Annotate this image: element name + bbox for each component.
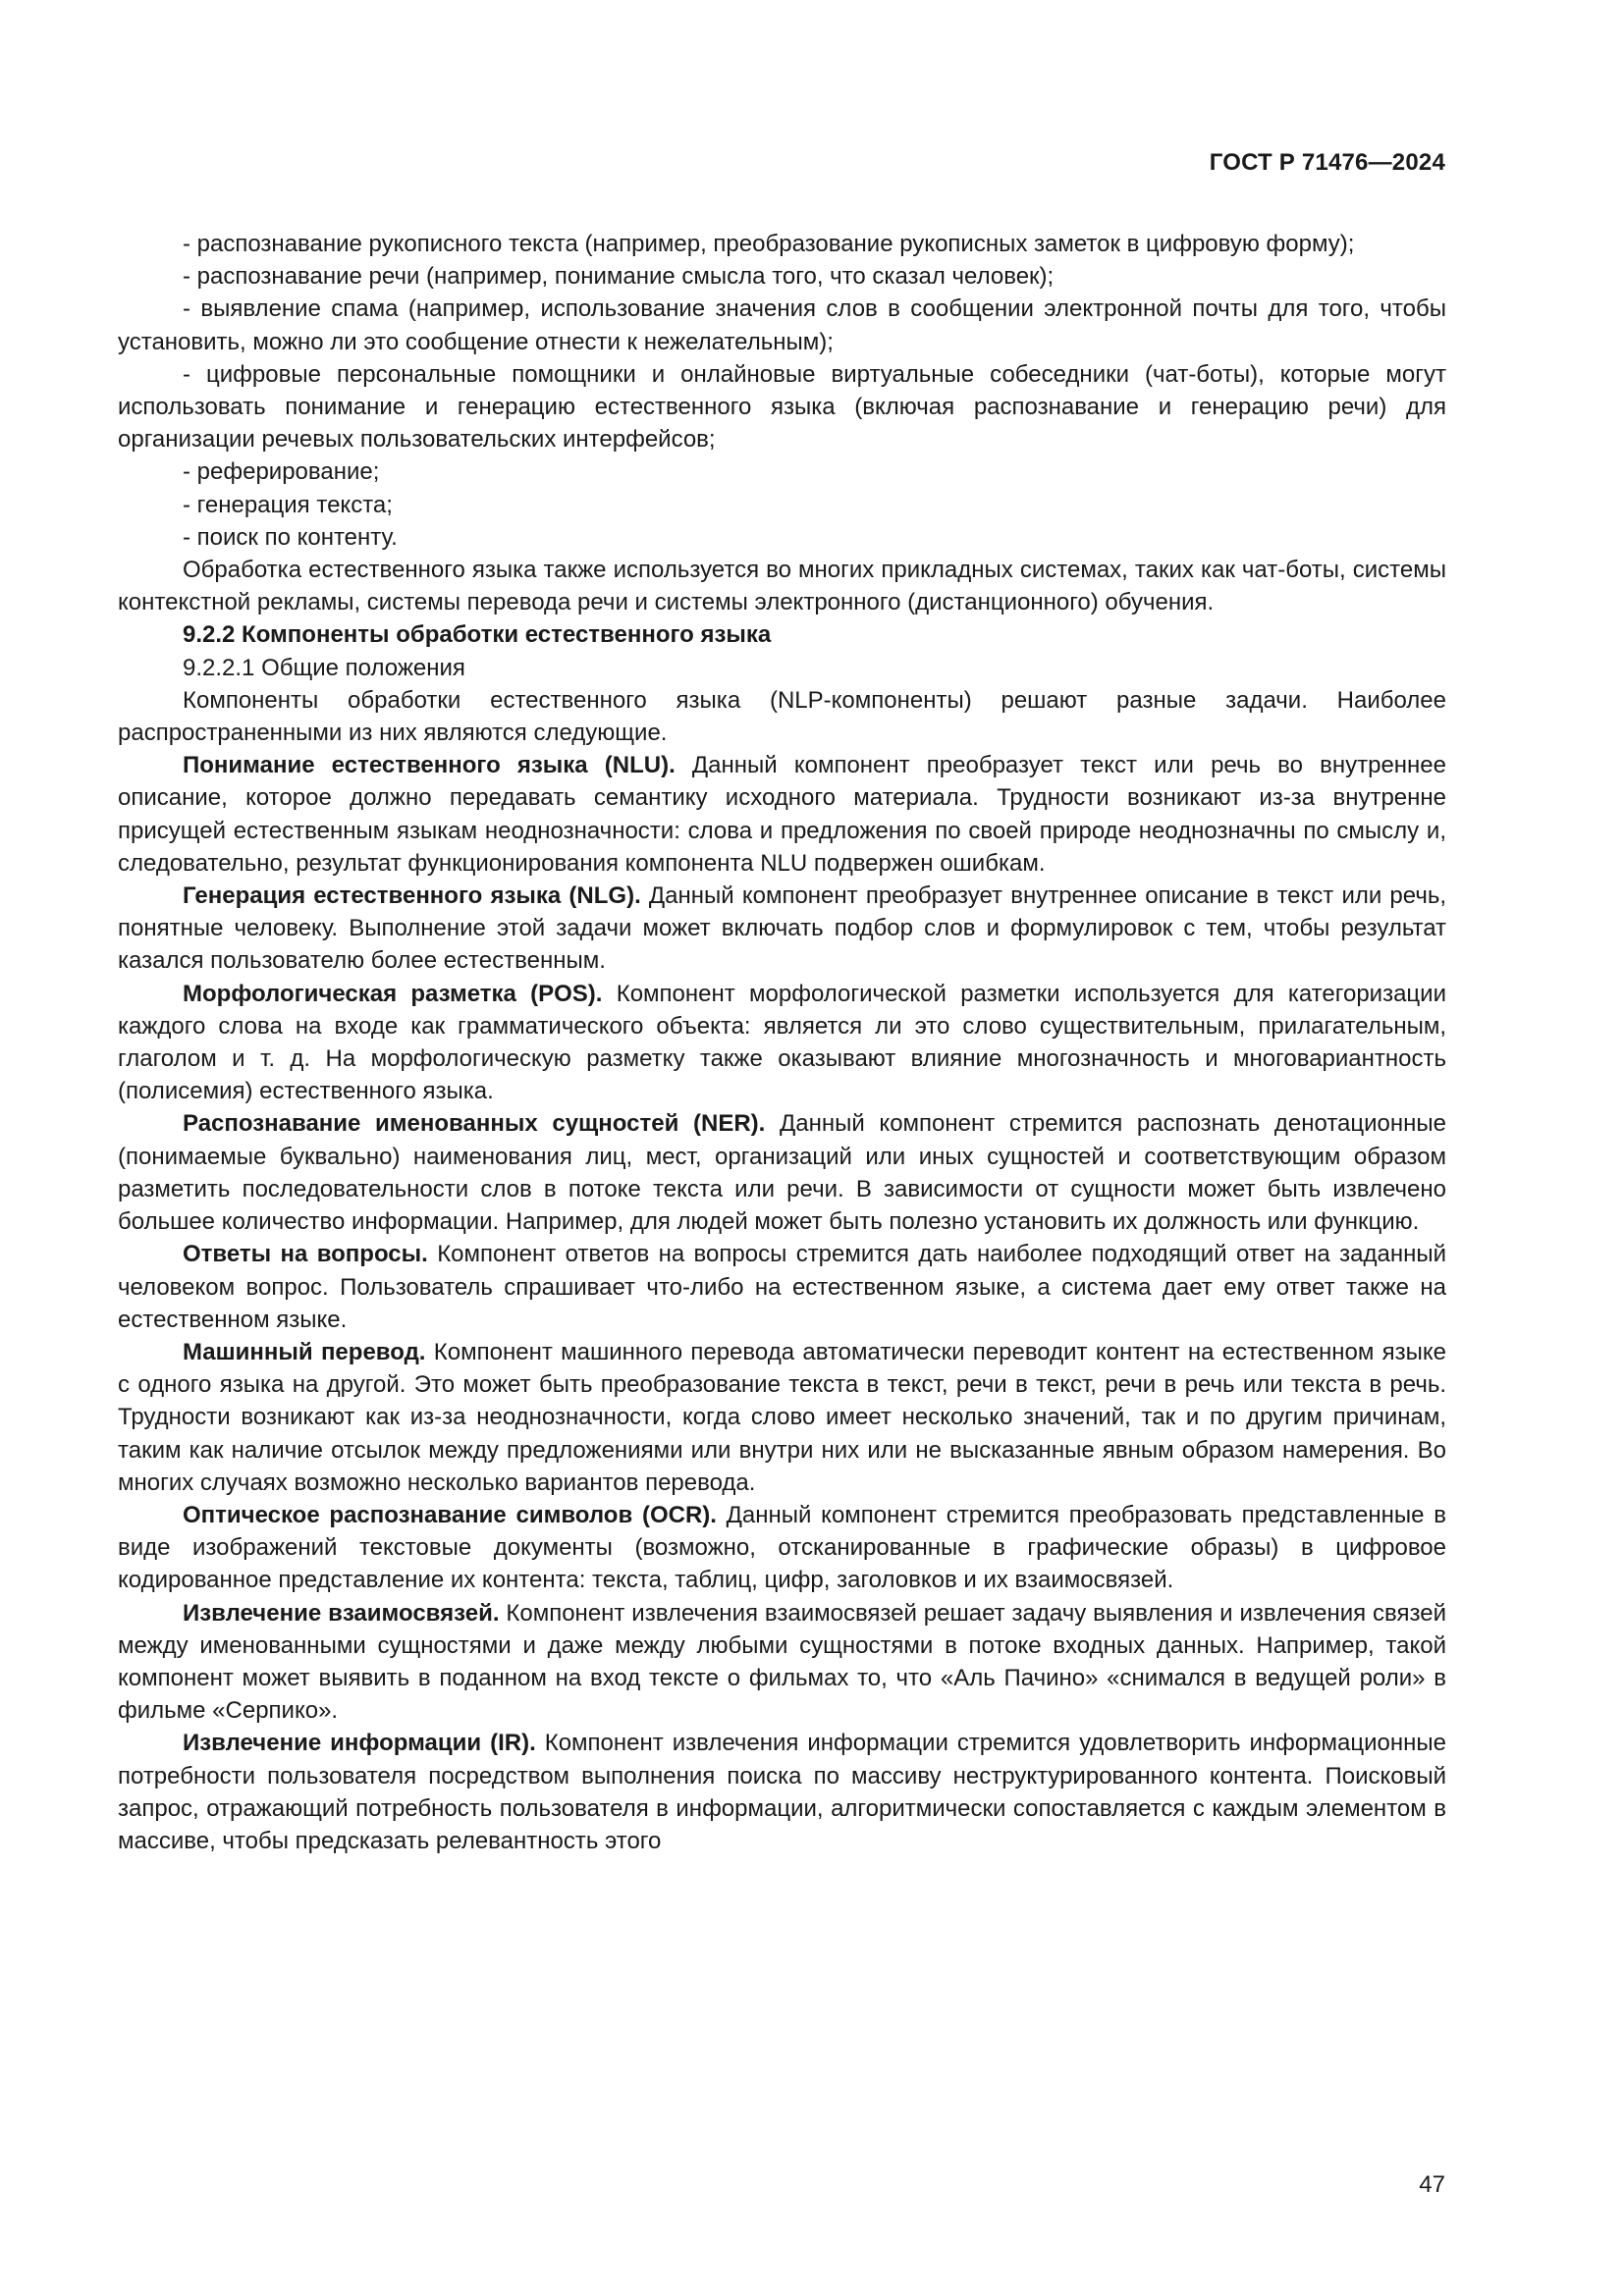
paragraph-text: Компонент машинного перевода автоматически переводит контент на естественном языке с одного языка на другой. Это может быть преобразование текста в текст, речи в текст, речи в речь или текста в речь. Трудности возникают как из-за неоднозначности, когда слово имеет несколько значений, так и по другим причинам, таким как наличие отсылок между предложениями или внутри них или не высказанные явным образом намерения. Во многих случаях возможно несколько вариантов перевода. [118, 1338, 1446, 1496]
section-heading [118, 618, 1446, 651]
paragraph-heading: Извлечение информации (IR). [183, 1730, 536, 1757]
paragraph-text: - реферирование; [183, 458, 380, 486]
paragraph [118, 1499, 1446, 1597]
document-code: ГОСТ Р 71476—2024 [1209, 149, 1445, 176]
page-number: 47 [1419, 2171, 1445, 2198]
paragraph-text: - выявление спама (например, использование значения слов в сообщении электронной почты для того, чтобы установить, можно ли это сообщение отнести к нежелательным); [118, 295, 1446, 355]
paragraph-text: - генерация текста; [183, 491, 393, 518]
paragraph-text: Компоненты обработки естественного языка (NLP-компоненты) решают разные задачи. Наиболее распространенными из них являются следующие. [118, 686, 1446, 747]
paragraph-text: Компонент ответов на вопросы стремится дать наиболее подходящий ответ на заданный человеком вопрос. Пользователь спрашивает что-либо на естественном языке, а система дает ему ответ также на естественном языке. [118, 1241, 1446, 1333]
paragraph [118, 293, 1446, 357]
paragraph [118, 1727, 1446, 1857]
paragraph [118, 489, 1446, 521]
paragraph-text: 9.2.2.1 Общие положения [183, 654, 465, 681]
paragraph [118, 684, 1446, 749]
paragraph-text: - распознавание речи (например, понимание смысла того, что сказал человек); [183, 263, 1055, 291]
paragraph [118, 880, 1446, 978]
paragraph [118, 554, 1446, 618]
body-text [118, 228, 1446, 1857]
paragraph-text: Компонент извлечения информации стремится удовлетворить информационные потребности пользователя посредством выполнения поиска по массиву неструктурированного контента. Поисковый запрос, отражающий потребность пользователя в информации, алгоритмически сопоставляется с каждым элементом в массиве, чтобы предсказать релевантность этого [118, 1730, 1446, 1854]
paragraph-text: - поиск по контенту. [183, 523, 398, 551]
paragraph-heading: Машинный перевод. [183, 1338, 426, 1365]
paragraph-heading: Морфологическая разметка (POS). [183, 980, 603, 1007]
paragraph-text: Компонент морфологической разметки используется для категоризации каждого слова на входе как грамматического объекта: является ли это слово существительным, прилагательным, глаголом и т. д. На морфологическую разметку также оказывают влияние многозначность и многовариантность (полисемия) естественного языка. [118, 980, 1446, 1105]
paragraph-text: - распознавание рукописного текста (например, преобразование рукописных заметок в цифровую форму); [183, 231, 1355, 257]
paragraph-text: - цифровые персональные помощники и онлайновые виртуальные собеседники (чат-боты), которые могут использовать понимание и генерацию естественного языка (включая распознавание и генерацию речи) для организации речевых пользовательских интерфейсов; [118, 360, 1446, 454]
paragraph [118, 978, 1446, 1108]
paragraph [118, 455, 1446, 488]
paragraph [118, 358, 1446, 456]
paragraph-text: Компонент извлечения взаимосвязей решает задачу выявления и извлечения связей между именованными сущностями и даже между любыми сущностями в потоке входных данных. Например, такой компонент может выявить в поданном на вход тексте о фильмах то, что «Аль Пачино» «снимался в ведущей роли» в фильме «Серпико». [118, 1599, 1447, 1725]
paragraph-heading: 9.2.2 Компоненты обработки естественного языка [183, 621, 772, 649]
paragraph-heading: Ответы на вопросы. [183, 1241, 428, 1268]
paragraph-text: Данный компонент стремится преобразовать представленные в виде изображений текстовые документы (возможно, отсканированные в графические образы) в цифровое кодированное представление их контента: текста, таблиц, цифр, заголовков и их взаимосвязей. [118, 1501, 1446, 1594]
paragraph [118, 1597, 1446, 1728]
paragraph-text: Обработка естественного языка также используется во многих прикладных системах, таких как чат-боты, системы контекстной рекламы, системы перевода речи и системы электронного (дистанционного) обучения. [118, 557, 1446, 616]
paragraph-text: Данный компонент преобразует внутреннее описание в текст или речь, понятные человеку. Выполнение этой задачи может включать подбор слов и формулировок с тем, чтобы результат казался пользователю более естественным. [118, 882, 1447, 975]
paragraph-heading: Распознавание именованных сущностей (NER). [183, 1110, 766, 1138]
paragraph [118, 1336, 1446, 1499]
paragraph [118, 521, 1446, 554]
paragraph-heading: Генерация естественного языка (NLG). [183, 882, 641, 910]
paragraph [118, 1238, 1446, 1336]
paragraph [118, 749, 1446, 880]
paragraph-heading: Извлечение взаимосвязей. [183, 1599, 500, 1627]
paragraph-text: Данный компонент преобразует текст или речь во внутреннее описание, которое должно передавать семантику исходного материала. Трудности возникают из-за внутренне присущей естественным языкам неоднозначности: слова и предложения по своей природе неоднозначны по смыслу и, следовательно, результат функционирования компонента NLU подвержен ошибкам. [118, 752, 1446, 877]
paragraph [118, 228, 1446, 260]
paragraph-text: Данный компонент стремится распознать денотационные (понимаемые буквально) наименования лиц, мест, организаций или иных сущностей и соответствующим образом разметить последовательности слов в потоке текста или речи. В зависимости от сущности может быть извлечено большее количество информации. Например, для людей может быть полезно установить их должность или функцию. [118, 1110, 1446, 1236]
subsection-heading [118, 652, 1446, 684]
paragraph [118, 1107, 1446, 1238]
paragraph [118, 260, 1446, 293]
paragraph-heading: Оптическое распознавание символов (OCR). [183, 1501, 717, 1528]
paragraph-heading: Понимание естественного языка (NLU). [183, 752, 676, 779]
